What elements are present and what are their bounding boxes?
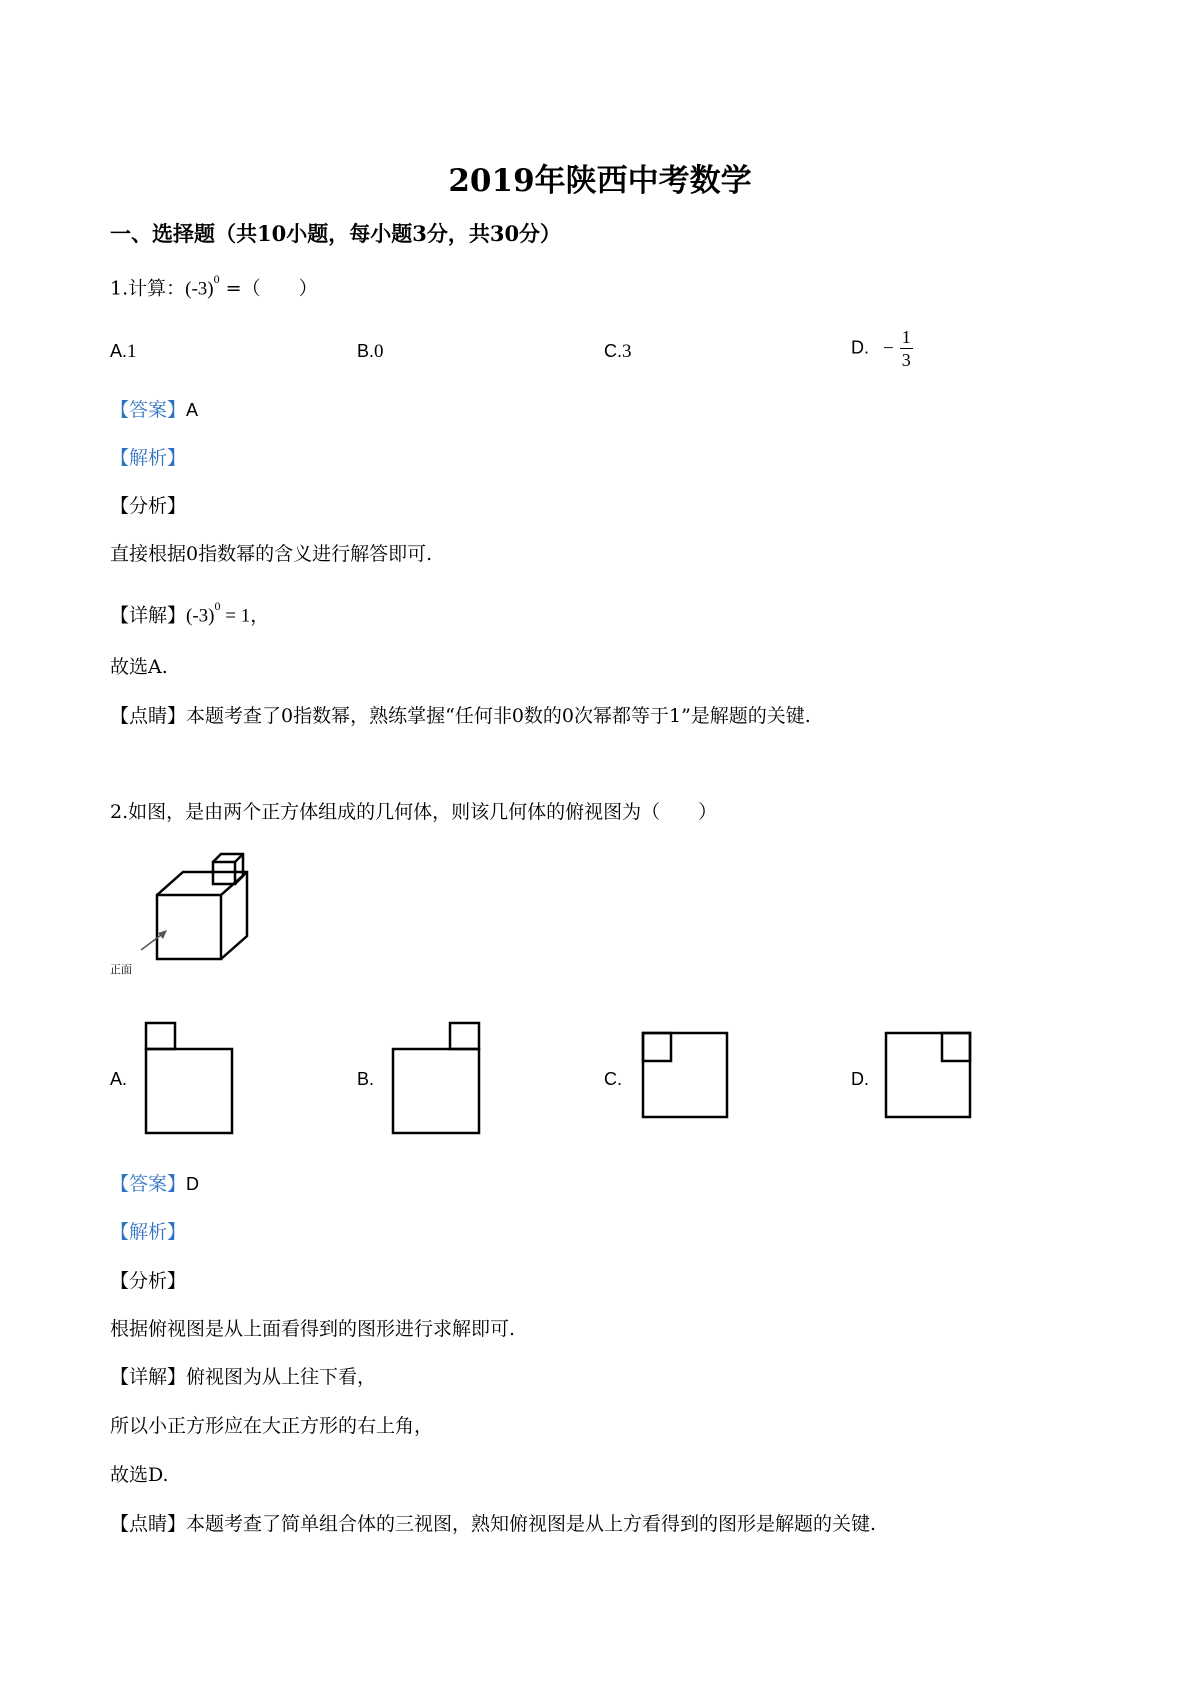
q1-expr-base: (-3) xyxy=(185,278,214,300)
answer-value: D xyxy=(186,1174,200,1194)
q1-stem xyxy=(110,270,318,302)
option-label: C. xyxy=(604,341,622,361)
comment-text: 本题考查了简单组合体的三视图，熟知俯视图是从上方看得到的图形是解题的关键. xyxy=(186,1513,877,1535)
denominator: 3 xyxy=(901,350,911,370)
q1-option-c xyxy=(604,340,632,363)
detail-exp: 0 xyxy=(214,599,221,613)
answer-tag: 【答案】 xyxy=(110,1173,187,1195)
option-label: A. xyxy=(110,341,128,361)
detail-text: 俯视图为从上往下看， xyxy=(186,1366,377,1388)
q2-option-d-figure xyxy=(885,1032,975,1122)
q2-fenxi-tag: 【分析】 xyxy=(110,1270,187,1292)
q1-fenxi-tag: 【分析】 xyxy=(110,495,187,517)
numerator: 1 xyxy=(901,327,911,347)
answer-tag: 【答案】 xyxy=(110,399,187,421)
q2-answer xyxy=(110,1171,199,1197)
q2-detail-line2: 所以小正方形应在大正方形的右上角， xyxy=(110,1415,434,1437)
solid-figure xyxy=(105,850,265,980)
q2-detail xyxy=(110,1364,376,1390)
q1-option-d xyxy=(851,326,913,371)
q2-comment xyxy=(110,1511,876,1537)
big-cube-front xyxy=(157,895,221,959)
detail-suffix: = 1， xyxy=(220,605,270,627)
q1-expr-exp: 0 xyxy=(213,272,220,286)
q1-detail xyxy=(110,597,269,629)
q2-option-a-label: A. xyxy=(110,1069,128,1089)
q2-stem: 2.如图，是由两个正方体组成的几何体，则该几何体的俯视图为（ ） xyxy=(110,801,718,823)
q1-stem-suffix: =（ ） xyxy=(219,277,318,300)
comment-text: 本题考查了0指数幂，熟练掌握“任何非0数的0次幂都等于1”是解题的关键. xyxy=(186,705,811,727)
figure-caption: 正面 xyxy=(110,963,132,976)
q2-analysis-tag: 【解析】 xyxy=(110,1221,187,1243)
option-sign: − xyxy=(883,337,894,359)
q2-option-b-label: B. xyxy=(357,1069,375,1089)
detail-tag: 【详解】 xyxy=(110,604,187,627)
detail-tag: 【详解】 xyxy=(110,1366,187,1388)
q1-analysis-tag: 【解析】 xyxy=(110,447,187,469)
q2-option-c-label: C. xyxy=(604,1069,622,1089)
option-value: 1 xyxy=(127,341,137,362)
q2-option-a-figure xyxy=(145,1022,235,1132)
page-title: 2019年陕西中考数学 xyxy=(448,163,752,199)
fraction xyxy=(900,326,913,371)
q2-option-b-figure xyxy=(392,1022,482,1132)
option-label: B. xyxy=(357,341,375,361)
q2-fenxi-text: 根据俯视图是从上面看得到的图形进行求解即可. xyxy=(110,1318,516,1340)
q2-option-c-figure xyxy=(642,1032,732,1122)
q1-option-b xyxy=(357,340,384,363)
q1-fenxi-text: 直接根据0指数幂的含义进行解答即可. xyxy=(110,543,433,565)
q1-conclusion: 故选A. xyxy=(110,656,168,678)
comment-tag: 【点睛】 xyxy=(110,1513,187,1535)
comment-tag: 【点睛】 xyxy=(110,705,187,727)
q1-stem-prefix: 1.计算： xyxy=(110,277,186,300)
option-label: D. xyxy=(851,337,869,358)
option-value: 0 xyxy=(374,341,384,362)
q1-comment xyxy=(110,703,811,729)
q1-answer xyxy=(110,397,198,423)
q2-option-d-label: D. xyxy=(851,1069,869,1089)
q1-option-a xyxy=(110,340,137,363)
option-value: 3 xyxy=(622,341,632,362)
answer-value: A xyxy=(186,400,199,420)
section-heading: 一、选择题（共10小题，每小题3分，共30分） xyxy=(110,221,562,246)
detail-base: (-3) xyxy=(186,605,215,627)
arrow-head xyxy=(158,930,167,939)
q2-conclusion: 故选D. xyxy=(110,1464,169,1486)
